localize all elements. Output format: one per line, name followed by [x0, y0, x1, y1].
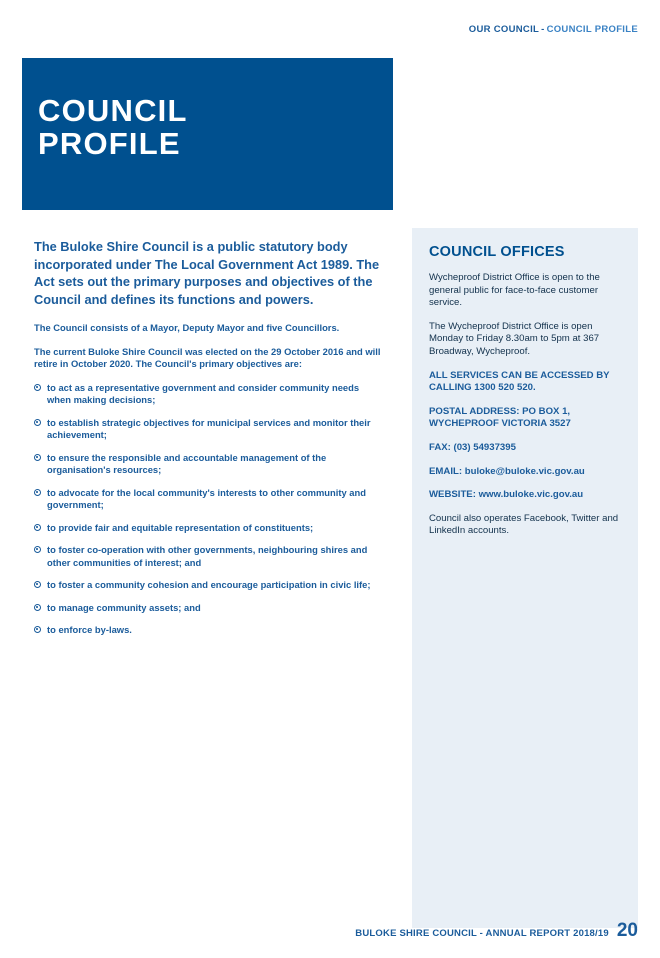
bullet-dot-icon	[34, 581, 41, 588]
running-head-separator: -	[541, 24, 545, 35]
lead-paragraph: The Buloke Shire Council is a public statutory body incorporated under The Local Government Act 1989. The Act sets out the primary purposes and objectives of the Council and defines its functions and powers.	[34, 239, 380, 307]
sidebar-paragraph-1: Wycheproof District Office is open to the general public for face-to-face customer service.	[429, 272, 600, 309]
email-label: EMAIL:	[429, 465, 463, 477]
objectives-list	[34, 382, 382, 637]
list-item-text: to establish strategic objectives for municipal services and monitor their achievement;	[47, 416, 371, 440]
sidebar-email-line	[429, 466, 621, 479]
website-link[interactable]: www.buloke.vic.gov.au	[478, 489, 584, 501]
list-item-text: to advocate for the local community's interests to other community and government;	[47, 486, 366, 510]
sidebar-paragraph-2: The Wycheproof District Office is open Monday to Friday 8.30am to 5pm at 367 Broadway, Wycheproof.	[429, 320, 600, 357]
list-item-text: to enforce by-laws.	[47, 624, 132, 635]
list-item	[34, 602, 382, 615]
list-item	[34, 522, 382, 535]
page-title-block	[22, 58, 393, 210]
list-item-text: to manage community assets; and	[47, 601, 201, 613]
bullet-dot-icon	[34, 384, 41, 391]
list-item-text: to foster co-operation with other governments, neighbouring shires and other communities of interest; and	[47, 544, 368, 568]
bullet-dot-icon	[34, 524, 41, 531]
sidebar-fax-line: FAX: (03) 54937395	[429, 441, 516, 453]
body-paragraph-1: The Council consists of a Mayor, Deputy Mayor and five Councillors.	[34, 322, 340, 333]
main-content-column	[34, 238, 382, 647]
running-head	[469, 24, 638, 35]
list-item	[34, 579, 382, 592]
website-label: WEBSITE:	[429, 489, 476, 501]
sidebar-website-line	[429, 489, 621, 502]
bullet-dot-icon	[34, 419, 41, 426]
list-item	[34, 452, 382, 477]
bullet-dot-icon	[34, 489, 41, 496]
page-footer	[355, 920, 638, 942]
running-head-left: OUR COUNCIL	[468, 24, 540, 35]
page-title	[38, 94, 188, 160]
footer-text: BULOKE SHIRE COUNCIL - ANNUAL REPORT 2018/19	[355, 928, 609, 939]
list-item	[34, 624, 382, 637]
list-item	[34, 487, 382, 512]
page-title-line-2: PROFILE	[38, 126, 181, 161]
list-item-text: to ensure the responsible and accountable management of the organisation's resources;	[47, 451, 327, 475]
sidebar-postal-address	[429, 406, 621, 431]
sidebar-social-note: Council also operates Facebook, Twitter and LinkedIn accounts.	[429, 512, 619, 537]
bullet-dot-icon	[34, 626, 41, 633]
list-item-text: to act as a representative government and consider community needs when making decisions;	[47, 381, 360, 405]
bullet-dot-icon	[34, 546, 41, 553]
list-item	[34, 544, 382, 569]
body-paragraph-2: The current Buloke Shire Council was elected on the 29 October 2016 and will retire in October 2020. The Council's primary objectives are:	[34, 345, 381, 369]
email-link[interactable]: buloke@buloke.vic.gov.au	[464, 465, 585, 477]
list-item-text: to provide fair and equitable representation of constituents;	[47, 521, 314, 533]
list-item	[34, 417, 382, 442]
postal-address-label: POSTAL ADDRESS:	[429, 405, 520, 417]
sidebar-heading: COUNCIL OFFICES	[429, 244, 565, 260]
council-offices-panel	[412, 228, 638, 928]
page-title-line-1: COUNCIL	[38, 93, 188, 128]
list-item	[34, 382, 382, 407]
sidebar-services-line: ALL SERVICES CAN BE ACCESSED BY CALLING 1300 520 520.	[429, 369, 610, 394]
list-item-text: to foster a community cohesion and encourage participation in civic life;	[47, 579, 371, 590]
page-number: 20	[616, 920, 638, 941]
running-head-right: COUNCIL PROFILE	[546, 24, 638, 35]
postal-address-value: PO BOX 1, WYCHEPROOF VICTORIA 3527	[429, 405, 571, 430]
bullet-dot-icon	[34, 604, 41, 611]
bullet-dot-icon	[34, 454, 41, 461]
